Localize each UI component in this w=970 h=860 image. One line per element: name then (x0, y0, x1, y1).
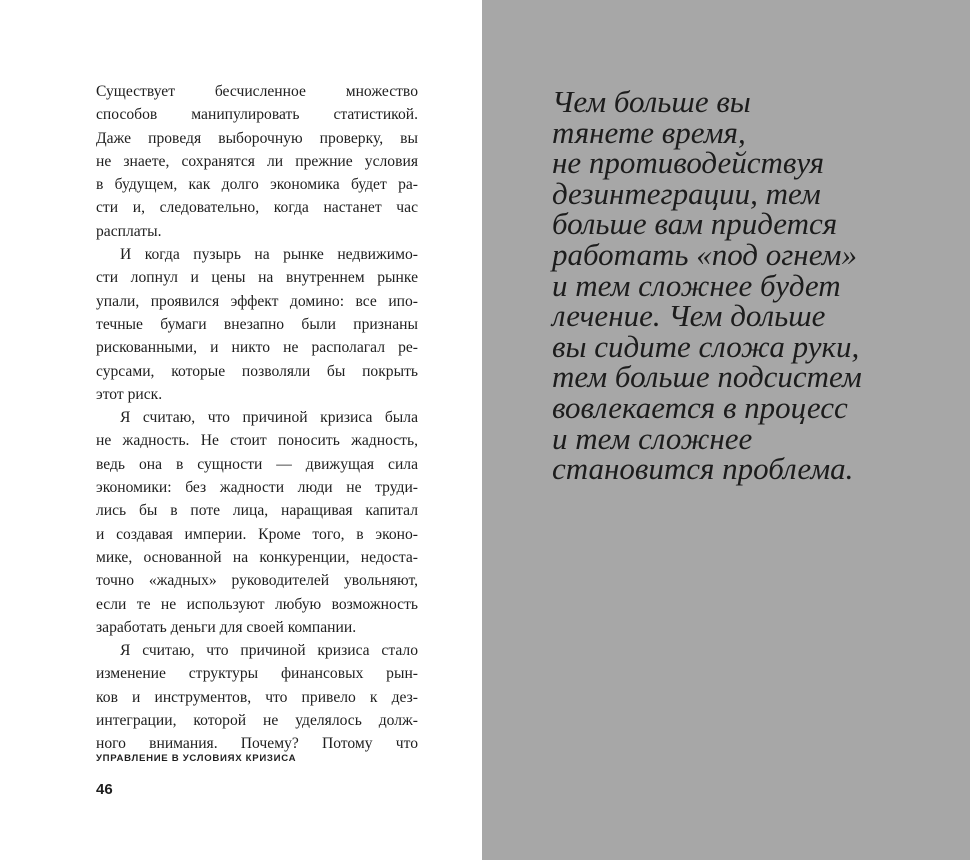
text-line: не знаете, сохранятся ли прежние условия (96, 152, 418, 170)
text-line: расплаты. (96, 222, 162, 240)
text-line: и создавая империи. Кроме того, в эконо- (96, 525, 418, 543)
text-line: ного внимания. Почему? Потому что (96, 735, 418, 753)
text-line: заработать деньги для своей компании. (96, 618, 357, 636)
quote-line: работать «под огнем» (552, 236, 857, 272)
text-line: сти и, следовательно, когда настанет час (96, 199, 418, 217)
text-line: Я считаю, что причиной кризиса была (120, 409, 418, 427)
left-page (0, 0, 482, 860)
text-line: этот риск. (96, 385, 163, 403)
text-line: в будущем, как долго экономика будет ра- (96, 176, 418, 194)
paragraph (96, 243, 418, 406)
page-number: 46 (96, 781, 113, 798)
text-line: экономики: без жадности люди не труди- (96, 479, 418, 497)
quote-line: не противодействуя (552, 145, 825, 181)
paragraph (96, 639, 418, 755)
quote-line: и тем сложнее (552, 420, 753, 456)
text-line: интеграции, которой не уделялось долж- (96, 712, 418, 730)
quote-line: лечение. Чем дольше (552, 298, 826, 334)
running-head: УПРАВЛЕНИЕ В УСЛОВИЯХ КРИЗИСА (96, 753, 297, 764)
quote-line: Чем больше вы (552, 84, 751, 119)
text-line: не жадность. Не стоит поносить жадность, (96, 432, 418, 450)
text-line: сурсами, которые позволяли бы покрыть (96, 362, 418, 380)
paragraph (96, 80, 418, 243)
quote-line: тем больше подсистем (552, 359, 862, 395)
body-text (96, 80, 418, 756)
text-line: течные бумаги внезапно были признаны (96, 315, 418, 333)
text-line: ков и инструментов, что привело к дез- (96, 688, 418, 706)
paragraph (96, 406, 418, 639)
text-line: Я считаю, что причиной кризиса стало (120, 642, 418, 660)
text-line: Даже проведя выборочную проверку, вы (96, 129, 418, 147)
text-line: Существует бесчисленное множество (96, 83, 418, 100)
quote-line: вы сидите сложа руки, (552, 328, 860, 364)
pull-quote (552, 84, 942, 487)
text-line: если те не используют любую возможность (96, 595, 418, 613)
text-line: точно «жадных» руководителей увольняют, (96, 572, 418, 590)
text-line: рискованными, и никто не располагал ре- (96, 339, 418, 357)
text-line: ведь она в сущности — движущая сила (96, 455, 418, 473)
text-line: упали, проявился эффект домино: все ипо- (96, 292, 418, 310)
text-line: сти лопнул и цены на внутреннем рынке (96, 269, 418, 287)
text-line: И когда пузырь на рынке недвижимо- (120, 246, 418, 264)
quote-line: тянете время, (552, 114, 746, 150)
quote-line: и тем сложнее будет (552, 267, 841, 303)
text-line: мике, основанной на конкуренции, недоста- (96, 548, 418, 566)
quote-line: больше вам придется (552, 206, 838, 242)
text-line: способов манипулировать статистикой. (96, 106, 418, 124)
text-line: изменение структуры финансовых рын- (96, 665, 418, 683)
quote-line: вовлекается в процесс (552, 389, 848, 425)
quote-line: становится проблема. (552, 451, 854, 487)
text-line: лись бы в поте лица, наращивая капитал (96, 502, 418, 520)
quote-line: дезинтеграции, тем (552, 175, 821, 211)
